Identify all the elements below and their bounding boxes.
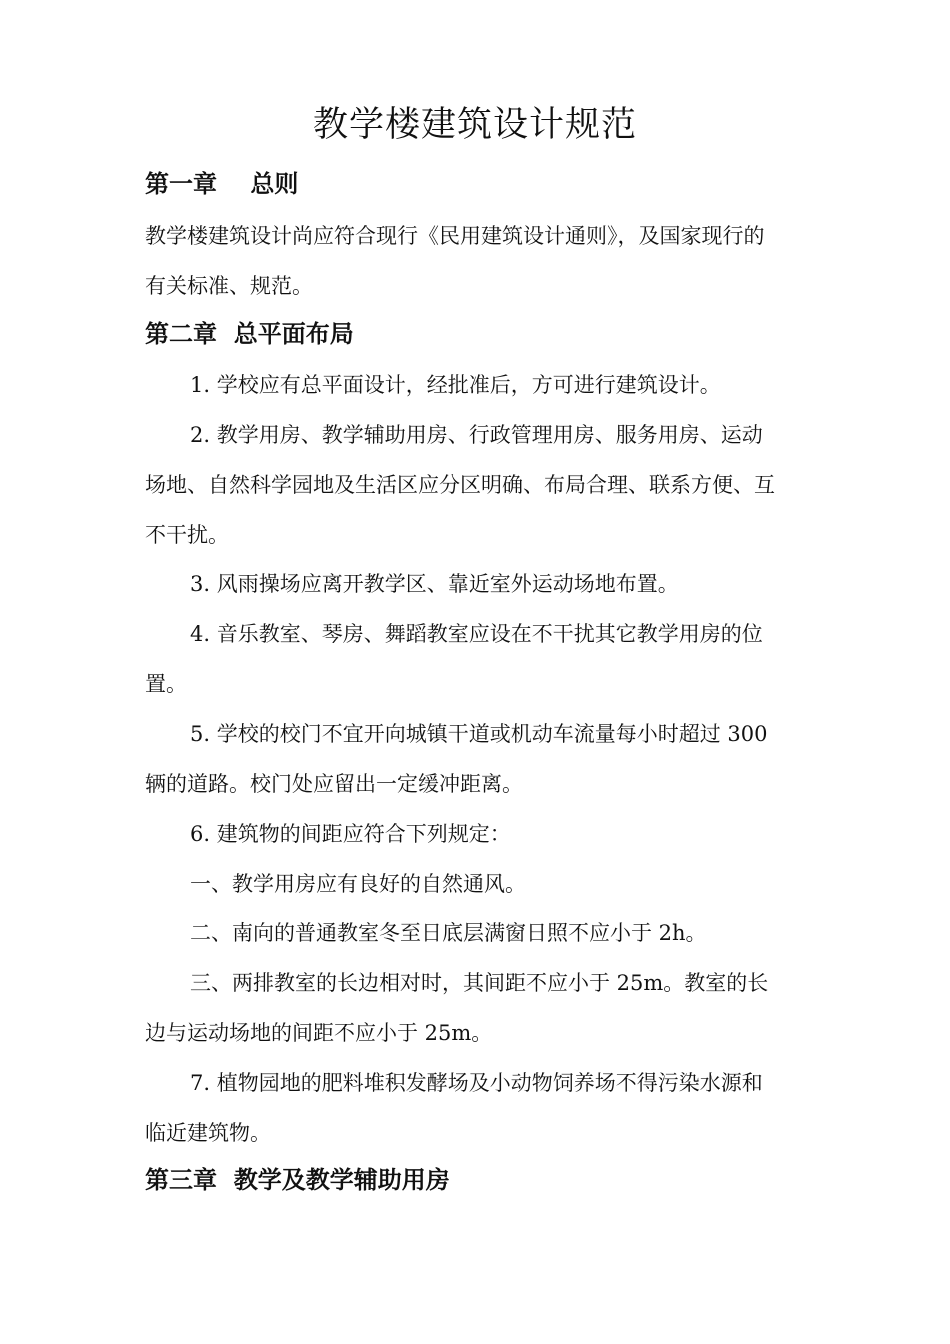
item-2-line-2: 场地、自然科学园地及生活区应分区明确、布局合理、联系方便、互 xyxy=(145,473,775,497)
item-4-line-2: 置。 xyxy=(145,672,187,696)
item-5-line-2: 辆的道路。校门处应留出一定缓冲距离。 xyxy=(145,772,523,796)
item-5-line-1: 5. 学校的校门不宜开向城镇干道或机动车流量每小时超过 300 xyxy=(190,722,768,746)
item-6-sub-1: 一、教学用房应有良好的自然通风。 xyxy=(190,872,526,896)
item-6-sub-3-line-1: 三、两排教室的长边相对时，其间距不应小于 25m。教室的长 xyxy=(190,971,769,995)
chapter-1-paragraph-line-2: 有关标准、规范。 xyxy=(145,274,313,298)
chapter-1-paragraph-line-1: 教学楼建筑设计尚应符合现行《民用建筑设计通则》，及国家现行的 xyxy=(145,224,765,248)
item-3: 3. 风雨操场应离开教学区、靠近室外运动场地布置。 xyxy=(190,572,679,596)
item-2-line-1: 2. 教学用房、教学辅助用房、行政管理用房、服务用房、运动 xyxy=(190,423,763,447)
item-2-line-3: 不干扰。 xyxy=(145,523,229,547)
item-7-line-2: 临近建筑物。 xyxy=(145,1121,271,1145)
item-4-line-1: 4. 音乐教室、琴房、舞蹈教室应设在不干扰其它教学用房的位 xyxy=(190,622,763,646)
chapter-1-heading: 第一章 总则 xyxy=(145,170,299,198)
item-6-sub-3-line-2: 边与运动场地的间距不应小于 25m。 xyxy=(145,1021,493,1045)
chapter-2-heading: 第二章 总平面布局 xyxy=(145,320,354,348)
chapter-3-heading: 第三章 教学及教学辅助用房 xyxy=(145,1166,450,1194)
item-6-sub-2: 二、南向的普通教室冬至日底层满窗日照不应小于 2h。 xyxy=(190,921,707,945)
item-7-line-1: 7. 植物园地的肥料堆积发酵场及小动物饲养场不得污染水源和 xyxy=(190,1071,763,1095)
item-1: 1. 学校应有总平面设计，经批准后，方可进行建筑设计。 xyxy=(190,373,721,397)
document-title: 教学楼建筑设计规范 xyxy=(312,105,637,145)
item-6: 6. 建筑物的间距应符合下列规定： xyxy=(190,822,511,846)
